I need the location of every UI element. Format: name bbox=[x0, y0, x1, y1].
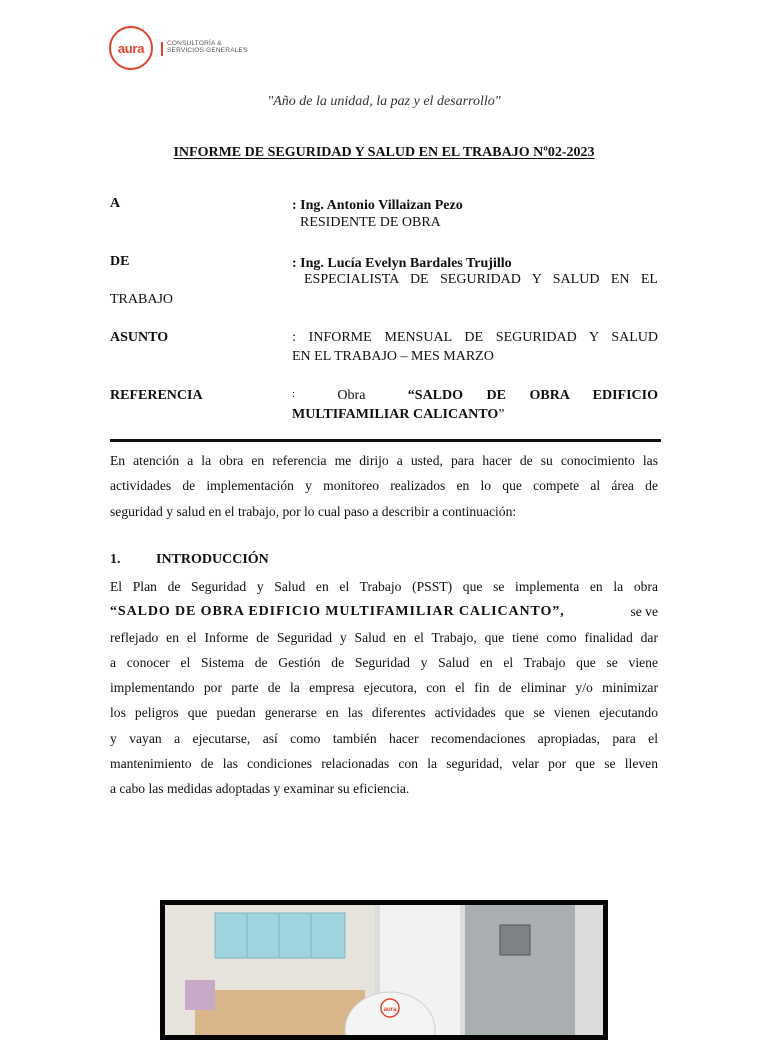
reference-colon: : bbox=[292, 388, 296, 400]
site-photo bbox=[160, 900, 608, 1040]
from-name-text: : Ing. Lucía Evelyn Bardales Trujillo bbox=[292, 256, 512, 271]
motto: "Año de la unidad, la paz y el desarrollo" bbox=[267, 94, 501, 109]
to-label: A bbox=[110, 196, 121, 211]
section-line: implementando por parte de la empresa ejecutora, con el fin de eliminar y/o minimizar bbox=[110, 680, 658, 696]
logo-word: aura bbox=[117, 40, 145, 56]
intro-line: seguridad y salud en el trabajo, por lo cual paso a describir a continuación: bbox=[110, 503, 517, 519]
to-name bbox=[292, 196, 658, 215]
intro-paragraph bbox=[110, 448, 658, 524]
from-name bbox=[292, 254, 658, 273]
subject-label: ASUNTO bbox=[110, 330, 169, 345]
section-line: y vayan a ejecutarse, así como también hacer recomendaciones apropiadas, para el bbox=[110, 730, 658, 746]
section-line-rest: se ve bbox=[630, 604, 658, 620]
to-role: RESIDENTE DE OBRA bbox=[300, 215, 441, 230]
section-title: INTRODUCCIÓN bbox=[156, 552, 269, 567]
section-line: a cabo las medidas adoptadas y examinar su eficiencia. bbox=[110, 781, 410, 797]
company-logo bbox=[109, 26, 279, 74]
subject-line2: EN EL TRABAJO – MES MARZO bbox=[292, 349, 494, 364]
intro-line: actividades de implementación y monitoreo realizados en lo que compete al área de bbox=[110, 478, 658, 494]
reference-close-quote: ” bbox=[498, 407, 505, 422]
logo-divider bbox=[161, 42, 163, 56]
from-label: DE bbox=[110, 254, 130, 269]
site-photo-image bbox=[165, 905, 603, 1035]
section-number: 1. bbox=[110, 552, 121, 567]
helmet-logo-text: aura bbox=[383, 1007, 397, 1013]
logo-subtitle-line1: CONSULTORÍA & bbox=[167, 40, 222, 47]
section-line-bold: “SALDO DE OBRA EDIFICIO MULTIFAMILIAR CALICANTO”, bbox=[110, 604, 565, 620]
to-name-text: : Ing. Antonio Villaizan Pezo bbox=[292, 198, 463, 213]
section-line bbox=[110, 599, 658, 624]
reference-obra: Obra bbox=[337, 388, 366, 403]
reference-title-part1: “SALDO DE OBRA EDIFICIO bbox=[407, 388, 658, 403]
from-role-line2: TRABAJO bbox=[110, 292, 174, 307]
section-line: los peligros que puedan generarse en las diferentes actividades que se vienen ejecutando bbox=[110, 705, 658, 721]
logo-subtitle-line2: SERVICIOS GENERALES bbox=[167, 47, 248, 54]
section-line: a conocer el Sistema de Gestión de Seguridad y Salud en el Trabajo que se viene bbox=[110, 654, 658, 670]
section-paragraph bbox=[110, 574, 658, 802]
logo-ring bbox=[109, 26, 153, 70]
section-line: reflejado en el Informe de Seguridad y Salud en el Trabajo, que tiene como finalidad dar bbox=[110, 629, 658, 645]
reference-title-part2: MULTIFAMILIAR CALICANTO bbox=[292, 407, 499, 422]
section-line: mantenimiento de las condiciones relacionadas con la seguridad, velar por que se lleven bbox=[110, 756, 658, 772]
header-divider bbox=[110, 439, 661, 442]
logo-subtitle bbox=[167, 40, 248, 54]
from-role-line1: ESPECIALISTA DE SEGURIDAD Y SALUD EN EL bbox=[304, 272, 658, 287]
subject-line1: : INFORME MENSUAL DE SEGURIDAD Y SALUD bbox=[292, 330, 658, 345]
reference-line1 bbox=[292, 388, 658, 404]
section-line: El Plan de Seguridad y Salud en el Trabajo (PSST) que se implementa en la obra bbox=[110, 579, 658, 594]
site-photo-illustration bbox=[165, 905, 603, 1035]
section-heading bbox=[110, 552, 269, 568]
document-title: INFORME DE SEGURIDAD Y SALUD EN EL TRABAJO Nº02-2023 bbox=[173, 145, 595, 160]
reference-label: REFERENCIA bbox=[110, 388, 203, 403]
reference-line2 bbox=[292, 407, 505, 423]
intro-line: En atención a la obra en referencia me dirijo a usted, para hacer de su conocimiento las bbox=[110, 453, 658, 468]
